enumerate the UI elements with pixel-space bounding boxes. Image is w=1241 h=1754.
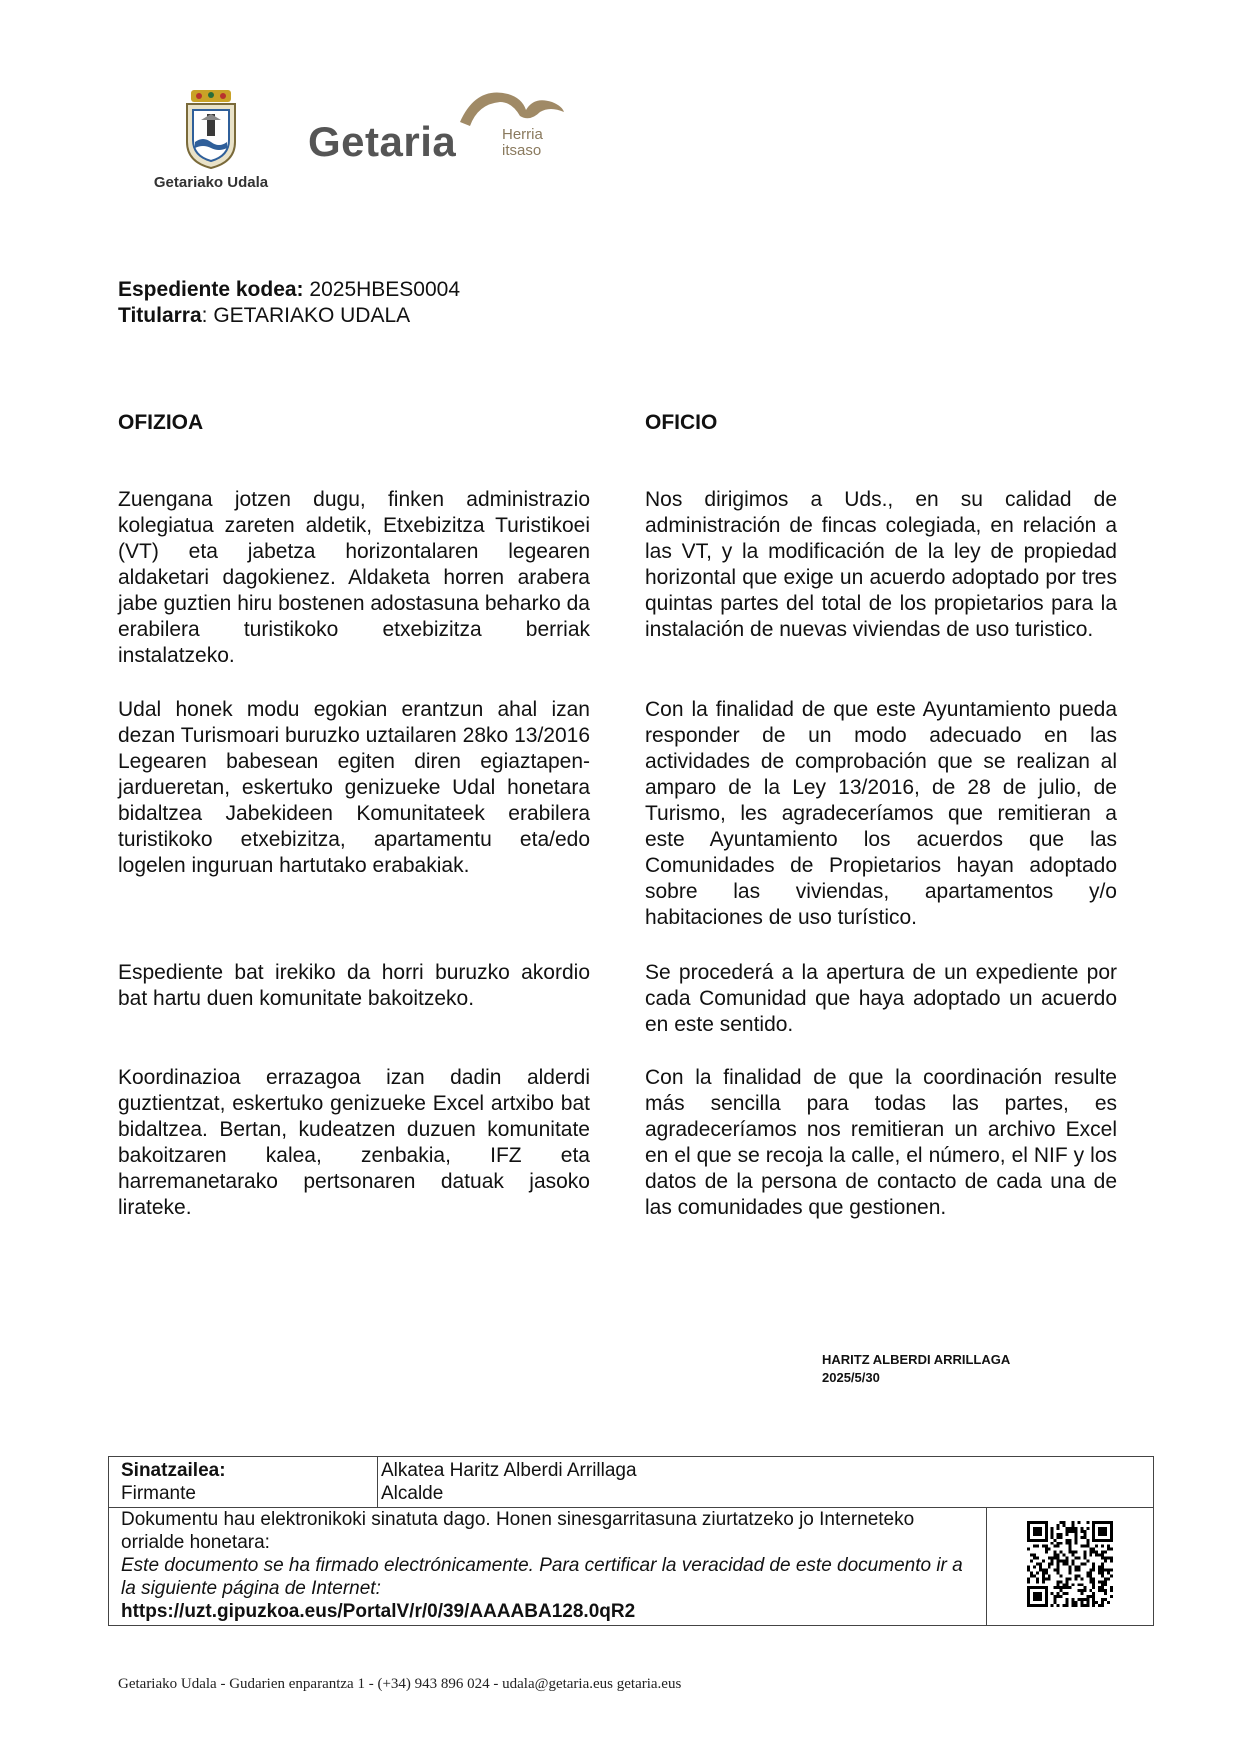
verification-note-cell (121, 1508, 981, 1623)
owner-value: GETARIAKO UDALA (213, 304, 411, 327)
crest-caption: Getariako Udala (153, 174, 269, 191)
file-code-value: 2025HBES0004 (309, 278, 461, 301)
signer-value-es: Alcalde (381, 1483, 444, 1504)
brand-tagline-1: Herria (502, 126, 543, 143)
signature-date: 2025/5/30 (822, 1370, 880, 1385)
right-column-title: OFICIO (645, 411, 718, 434)
signature-block (822, 1351, 1010, 1387)
owner-label: Titularra (118, 304, 202, 327)
right-paragraph-3: Se procederá a la apertura de un expediente por cada Comunidad que haya adoptado un acuerdo en este sentido. (645, 961, 1117, 1036)
file-code-label: Espediente kodea: (118, 278, 304, 301)
left-paragraph-3: Espediente bat irekiko da horri buruzko akordio bat hartu duen komunitate bakoitzeko. (118, 961, 590, 1010)
signer-value-cell (381, 1459, 637, 1505)
brand-wordmark: Getaria (308, 118, 457, 165)
crest-icon (179, 90, 243, 170)
left-column-title: OFIZIOA (118, 411, 204, 434)
left-paragraph-1: Zuengana jotzen dugu, finken administrazio kolegiatua zareten aldetik, Etxebizitza Turistikoei (VT) eta jabetza horizontalaren legearen aldaketari dagokienez. Aldaketa horren arabera jabe guztien hiru bostenen adostasuna beharko da erabilera turistikoko etxebizitza berriak instalatzeko. (118, 488, 590, 667)
left-paragraph-4: Koordinazioa errazagoa izan dadin alderdi guztientzat, eskertuko genizueke Excel artxibo bat bidaltzea. Bertan, kudeatzen duzuen komunitate bakoitzaren kalea, zenbakia, IFZ eta harremanetarako pertsonaren datuak jasoko lirateke. (118, 1066, 590, 1219)
signature-verification-table (108, 1456, 1154, 1626)
hill-wave-icon (456, 82, 566, 132)
signer-row (109, 1457, 1153, 1508)
signer-label-eu: Sinatzailea: (121, 1460, 226, 1481)
verification-note-eu: Dokumentu hau elektronikoki sinatuta dago. Honen sinesgarritasuna ziurtatzeko jo Interneteko orrialde honetara: (121, 1509, 915, 1553)
brand-tagline-2: itsaso (502, 142, 542, 159)
owner-line: Titularra: GETARIAKO UDALA (118, 304, 411, 327)
signer-label-es: Firmante (121, 1483, 196, 1504)
right-paragraph-1: Nos dirigimos a Uds., en su calidad de administración de fincas colegiada, en relación a las VT, y la modificación de la ley de propiedad horizontal que exige un acuerdo adoptado por tres quintas partes del total de los propietarios para la instalación de nuevas viviendas de uso turistico. (645, 488, 1117, 641)
signature-name: HARITZ ALBERDI ARRILLAGA (822, 1352, 1011, 1367)
cell-divider (986, 1507, 987, 1625)
getaria-brand-logo (306, 82, 566, 165)
municipal-crest-logo (152, 90, 270, 190)
verification-note-es: Este documento se ha firmado electrónicamente. Para certificar la veracidad de este documento ir a la siguiente página de Internet: (121, 1555, 963, 1599)
right-paragraph-4: Con la finalidad de que la coordinación resulte más sencilla para todas las partes, es agradeceríamos nos remitieran un archivo Excel en el que se recoja la calle, el número, el NIF y los datos de la persona de contacto de cada una de las comunidades que gestionen. (645, 1066, 1117, 1219)
signer-value-eu: Alkatea Haritz Alberdi Arrillaga (381, 1460, 637, 1481)
page-footer: Getariako Udala - Gudarien enparantza 1 - (+34) 943 896 024 - udala@getaria.eus getaria.eus (118, 1676, 682, 1692)
file-code-line (118, 277, 460, 303)
left-paragraph-2: Udal honek modu egokian erantzun ahal izan dezan Turismoari buruzko uztailaren 28ko 13/2016 Legearen babesean egiten diren egiaztapen-jardueretan, eskertuko genizueke Udal honetara bidaltzea Jabekideen Komunitateek erabilera turistikoko etxebizitza, apartamentu eta/edo logelen inguruan hartutako erabakiak. (118, 698, 590, 877)
verification-url[interactable]: https://uzt.gipuzkoa.eus/PortalV/r/0/39/AAAABA128.0qR2 (121, 1601, 636, 1622)
right-paragraph-2: Con la finalidad de que este Ayuntamiento pueda responder de un modo adecuado en las actividades de comprobación que se realizan al amparo de la Ley 13/2016, de 28 de julio, de Turismo, les agradeceríamos que remitieran a este Ayuntamiento los acuerdos que las Comunidades de Propietarios hayan adoptado sobre las viviendas, apartamentos y/o habitaciones de uso turístico. (645, 698, 1117, 929)
signer-label-cell (121, 1459, 226, 1505)
qr-code-icon (1027, 1521, 1113, 1607)
cell-divider (377, 1457, 378, 1507)
